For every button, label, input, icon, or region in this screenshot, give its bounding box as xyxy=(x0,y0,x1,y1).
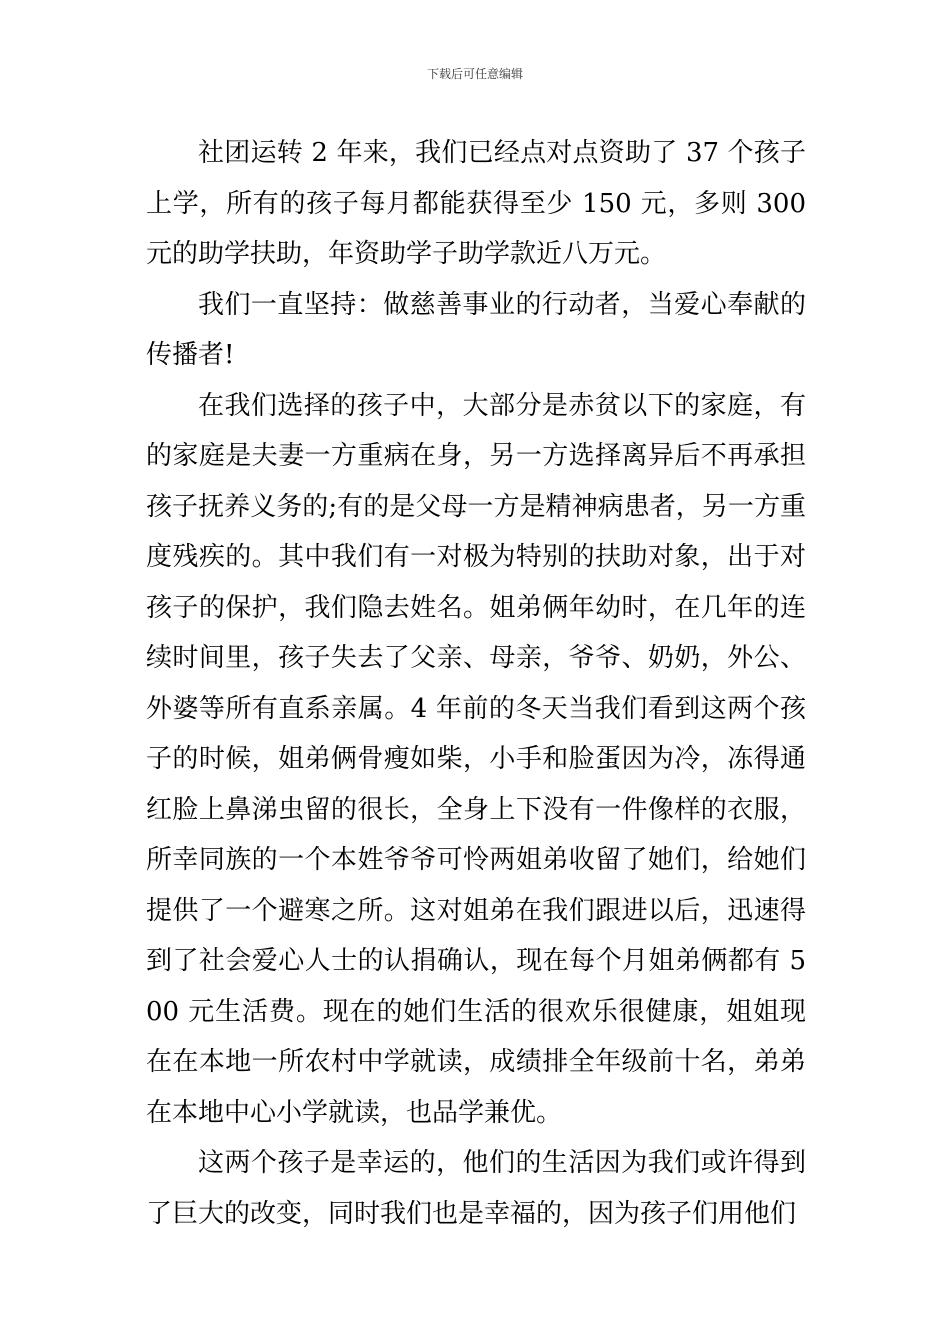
paragraph-funding-summary: 社团运转 2 年来，我们已经点对点资助了 37 个孩子上学，所有的孩子每月都能获得至少 150 元，多则 300 元的助学扶助，年资助学子助学款近八万元。 xyxy=(146,138,815,269)
paragraph-children-story: 在我们选择的孩子中，大部分是赤贫以下的家庭，有的家庭是夫妻一方重病在身，另一方选择离异后不再承担孩子抚养义务的;有的是父母一方是精神病患者，另一方重度残疾的。其中我们有一对极为特别的扶助对象，出于对孩子的保护，我们隐去姓名。姐弟俩年幼时，在几年的连续时间里，孩子失去了父亲、母亲，爷爷、奶奶，外公、外婆等所有直系亲属。4 年前的冬天当我们看到这两个孩子的时候，姐弟俩骨瘦如柴，小手和脸蛋因为冷，冻得通红脸上鼻涕虫留的很长，全身上下没有一件像样的衣服，所幸同族的一个本姓爷爷可怜两姐弟收留了她们，给她们提供了一个避寒之所。这对姐弟在我们跟进以后，迅速得到了社会爱心人士的认捐确认，现在每个月姐弟俩都有 500 元生活费。现在的她们生活的很欢乐很健康，姐姐现在在本地一所农村中学就读，成绩排全年级前十名，弟弟在本地中心小学就读，也品学兼优。 xyxy=(146,390,806,1128)
paragraph-mission: 我们一直坚持：做慈善事业的行动者，当爱心奉献的传播者! xyxy=(146,289,806,370)
header-note: 下载后可任意编辑 xyxy=(426,67,523,81)
body-text xyxy=(146,128,815,1239)
paragraph-reflection: 这两个孩子是幸运的，他们的生活因为我们或许得到了巨大的改变，同时我们也是幸福的，因为孩子们用他们 xyxy=(146,1148,806,1229)
